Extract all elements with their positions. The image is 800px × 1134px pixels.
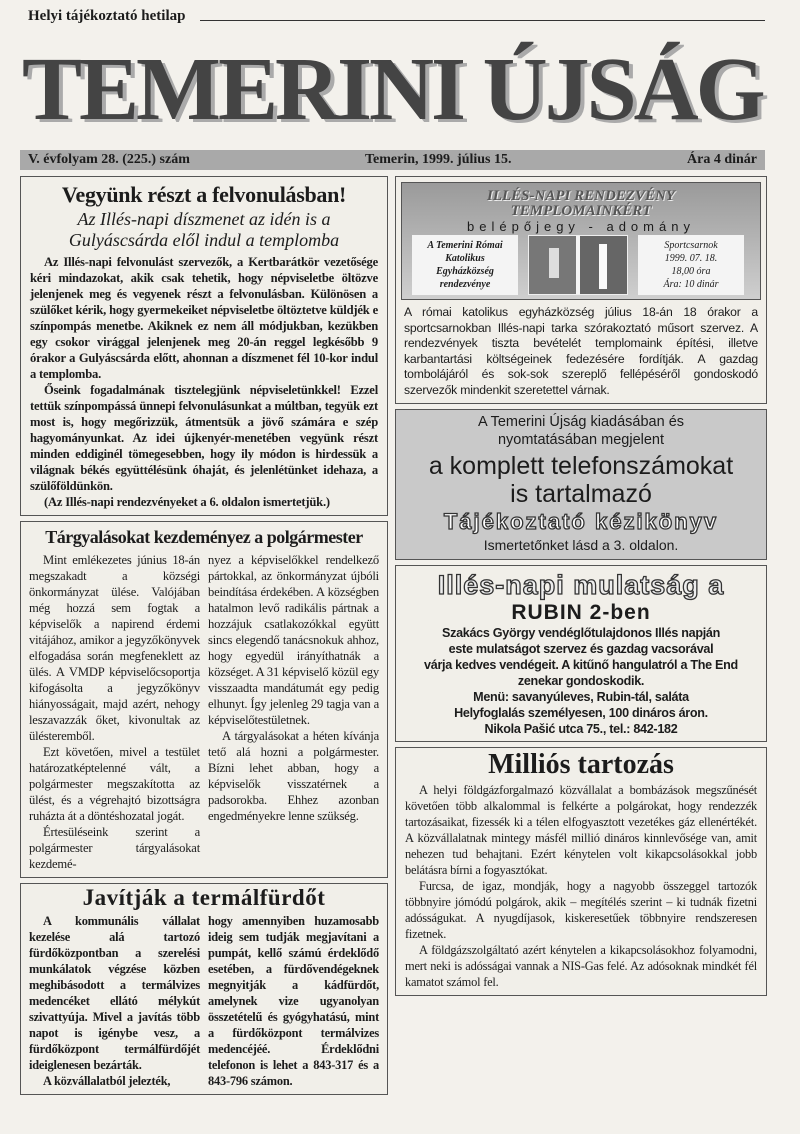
column <box>29 913 200 1089</box>
promo-headline: is tartalmazó <box>510 480 652 508</box>
masthead-title: TEMERINI ÚJSÁG <box>22 40 763 139</box>
paragraph: A földgázszolgáltató azért kénytelen a kikapcsolásokhoz folyamodni, mert neki is adósságai vannak a NIS-Gas felé. Az adósoknak mindkét fél kamatot számol fel. <box>405 943 757 989</box>
subheadline: Az Illés-napi díszmenet az idén is a Gulyáscsárda elől indul a templomba <box>68 209 340 250</box>
text: Menü: savanyúleves, Rubin-tál, saláta <box>473 690 689 704</box>
paragraph: (Az Illés-napi rendezvényeket a 6. oldalon ismertetjük.) <box>44 495 330 509</box>
text: zenekar gondoskodik. <box>517 674 645 688</box>
ticket-title: ILLÉS-NAPI RENDEZVÉNY <box>487 188 675 204</box>
text: Sportcsarnok <box>664 240 718 251</box>
ticket-organizer <box>412 235 518 295</box>
text: 1999. 07. 18. <box>664 253 718 264</box>
paragraph: hogy amennyiben huzamosabb ideig sem tudják megjavítani a pumpát, kellő számú érdeklődő esetében, a fürdővendégeknek megnyitják a kádfürdőt, amelynek vize ugyanolyan összetételű és gyógyhatású, mint a fürdőközpont termálvizes medencéjéé. Érdeklődni telefonon is lehet a 843-317 és a 843-796 számon. <box>208 914 379 1088</box>
church-tower-image <box>599 244 607 289</box>
church-tower-image <box>549 248 559 278</box>
masthead-kicker: Helyi tájékoztató hetilap <box>28 8 186 24</box>
text: várja kedves vendégeit. A kitűnő hangulatról a The End <box>424 658 738 672</box>
paragraph: Értesüléseink szerint a polgármester tárgyalásokat kezdemé- <box>29 825 200 871</box>
text: Ára: 10 dinár <box>663 279 719 290</box>
text: Egyházközség <box>436 266 494 277</box>
issue-date: Temerin, 1999. július 15. <box>365 152 512 167</box>
promo-title: Tájékoztató kézikönyv <box>443 509 719 534</box>
paragraph: Az Illés-napi felvonulást szervezők, a Kertbarátkör vezetősége kéri mindazokat, akik csak tehetik, hogy népviseletbe öltözve jelenjenek meg és vegyenek részt a felvonulásban. Különösen a szülőket kérik, hogy gyermekeiket népviseletbe öltöztetve küldjék e színpompás menetbe. Akiknek ez nem áll módjukban, kezükben egy csokor virággal jelenjenek meg 20-án reggel legkésőbb 9 órakor a Gulyáscsárda előtt, ahonnan a díszmenet fél 10-kor indul a templomba. <box>30 255 378 381</box>
text: 18,00 óra <box>671 266 711 277</box>
price: Ára 4 dinár <box>687 152 757 167</box>
ticket-description: A római katolikus egyházközség július 18-án 18 órakor a sportcsarnokban Illés-napi tarka szórakoztató műsort szervez. A rendezvények tiszta bevételét templomaink építési, illetve karbantartási költségeinek fedezésére fordítják. A gazdag tombolájáról és sok-sok szereplő fellépéséről gondoskodó szervezők mindenkit szeretettel várnak. <box>404 305 758 397</box>
text: Helyfoglalás személyesen, 100 dináros áron. <box>454 706 708 720</box>
text: A Temerini Római <box>427 240 503 251</box>
paragraph: Furcsa, de igaz, mondják, hogy a nagyobb összeggel tartozók többnyire jómódú polgárok, akik – megítélés szerint – ki tudnák fizetni adósságukat. A nyugdíjasok, kiskeresetűek többnyire rendszeresen fizetnek. <box>405 879 757 941</box>
issue-band <box>20 150 765 170</box>
ticket-details <box>638 235 744 295</box>
headline: Tárgyalásokat kezdeményez a polgármester <box>45 527 363 547</box>
ticket-ad <box>395 176 767 404</box>
column <box>29 552 200 872</box>
right-column <box>395 176 767 996</box>
volume: V. évfolyam 28. (225.) szám <box>28 152 190 167</box>
paragraph: Ezt követően, mivel a testület határozatképtelenné vált, a polgármester megszakította az ülést, és a végrehajtó bizottságra ruházta át a döntéshozatal jogát. <box>29 745 200 823</box>
headline: Javítják a termálfürdőt <box>82 885 326 910</box>
ticket-subtitle: TEMPLOMAINKÉRT <box>510 203 652 219</box>
rubin-venue: RUBIN 2-ben <box>511 601 651 624</box>
promo-text: nyomtatásában megjelent <box>497 432 665 448</box>
paragraph: A helyi földgázforgalmazó közvállalat a bombázások megszűnését követően több alkalommal is felkérte a polgárokat, hogy rendezzék tartozásaikat, fizessék ki a télen elfogyasztott vezetékes gáz ellenértékét. A közvállalatnak mintegy másfél millió dináros kinnlevősége van, amit nehezen tud behajtani. Ezért kénytelen volt kikapcsolásokkal jobb belátásra bírni a fogyasztókat. <box>405 783 757 877</box>
text: rendezvénye <box>439 279 491 290</box>
paragraph: Őseink fogadalmának tisztelegjünk népviseletünkkel! Ezzel tettük színpompássá ünnepi felvonulásunkat a múltban, tegyük ezt most is, hogy megőrizzük, átmentsük a jövő számára e szép hagyományunkat. Az idei újkenyér-menetében vegyünk részt minden eddiginél tömegesebben, hogy ily módon is hirdessük a világnak békés együttélésünk óhaját, és jelenlétünket idehaza, a szülőföldünkön. <box>30 383 378 493</box>
column <box>208 913 379 1089</box>
paragraph: A tárgyalásokat a héten kívánja tető alá hozni a polgármester. Bízni lehet abban, hogy a képviselők visszatérnek a padsorokba. Ehhez azonban engedményekre lenne szükség. <box>208 729 379 823</box>
promo-headline: a komplett telefonszámokat <box>428 452 734 480</box>
promo-text: A Temerini Újság kiadásában és <box>477 414 685 430</box>
headline: Milliós tartozás <box>488 749 674 780</box>
article-millios-tartozas <box>395 747 767 996</box>
divider <box>200 20 765 21</box>
paragraph: A közvállalatból jelezték, <box>43 1074 171 1088</box>
column <box>208 552 379 872</box>
article-targyalasok <box>20 521 388 878</box>
text: Nikola Pašić utca 75., tel.: 842-182 <box>484 722 678 736</box>
text: Katolikus <box>445 253 485 264</box>
headline: Vegyünk részt a felvonulásban! <box>61 182 347 207</box>
left-column <box>20 176 388 1095</box>
rubin-headline: Illés-napi mulatság a <box>437 570 725 600</box>
handbook-promo <box>395 409 767 560</box>
paragraph: A kommunális vállalat kezelése alá tartozó fürdőközpontban a szerelési munkálatok végzése közben meghibásodott a termálvizes medencéket ellátó mélykút szivattyúja. Mivel a javítás több napot is igénybe vesz, a fürdőközpont termálfürdőjét ideiglenesen bezárták. <box>29 914 200 1072</box>
article-termalfurdo <box>20 883 388 1095</box>
paragraph: Mint emlékezetes június 18-án megszakadt a községi önkormányzat ülése. Valójában még hozzá sem fogtak a képviselők a napirend érdemi vitájához, amikor a jegyzőkönyvek elfogadása során megfeneklett az ülés. A VMDP képviselőcsoportja kifogásolta a jegyzőkönyv hiányosságait, majd azért, nehogy leszavazzák őket, kivonultak az ülésteremből. <box>29 553 200 743</box>
rubin-details <box>400 625 762 737</box>
article-felvonulas <box>20 176 388 516</box>
ticket <box>401 182 761 300</box>
promo-footer: Ismertetőnket lásd a 3. oldalon. <box>483 537 679 553</box>
text: este mulatságot szervez és gazdag vacsorával <box>448 642 714 656</box>
church-photos <box>528 235 628 295</box>
paragraph: nyez a képviselőkkel rendelkező pártokkal, az önkormányzat újbóli beindítása érdekében. A községben hatalmon levő radikális pártnak a hozzájuk csatlakozókkal együtt sincs elegendő tanácsnokuk ahhoz, hogy egyedül irányíthatnák a községet. A 31 képviselő közül egy visszaadta mandátumát egy pedig elhunyt. Így jelenleg 29 tagja van a képviselőtestületnek. <box>208 553 379 727</box>
rubin-ad <box>395 565 767 742</box>
text: Szakács György vendéglőtulajdonos Illés napján <box>441 626 721 640</box>
ticket-tagline: belépőjegy - adomány <box>467 219 695 234</box>
